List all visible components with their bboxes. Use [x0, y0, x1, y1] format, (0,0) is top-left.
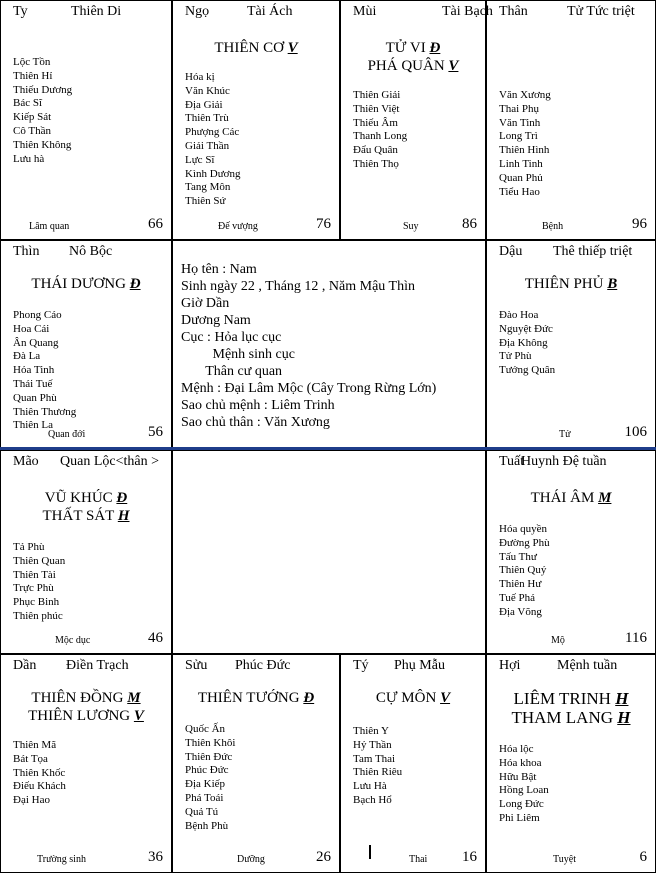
main-star-name: VŨ KHÚC — [44, 490, 117, 506]
main-star — [1, 707, 171, 725]
decade-number: 26 — [316, 849, 331, 865]
main-star — [1, 489, 171, 507]
minor-star: Bạch Hổ — [353, 793, 392, 806]
palace-than — [486, 0, 656, 240]
minor-star: Điếu Khách — [13, 780, 66, 793]
minor-star: Thiên Sứ — [185, 195, 226, 208]
minor-star: Thiên Thọ — [353, 157, 399, 170]
main-star — [487, 489, 655, 507]
minor-star: Quan Phù — [13, 391, 57, 404]
palace-name: Tài Ách — [247, 4, 293, 19]
palace-branch: Mão — [13, 454, 39, 469]
minor-star: Phượng Các — [185, 126, 240, 139]
palace-branch: Tý — [353, 658, 369, 673]
decade-number: 36 — [148, 849, 163, 865]
minor-star: Đường Phù — [499, 536, 550, 549]
decade-number: 106 — [624, 424, 647, 440]
minor-star: Thiên Hình — [499, 144, 550, 157]
main-star-grade: V — [133, 708, 144, 724]
palace-name: Mệnh tuần — [557, 658, 618, 673]
main-star — [173, 689, 339, 707]
minor-star: Thiên Thương — [13, 405, 77, 418]
minor-star: Linh Tinh — [499, 157, 543, 170]
main-star-name: THIÊN TƯỚNG — [197, 690, 304, 706]
minor-star: Nguyệt Đức — [499, 322, 553, 335]
decade-number: 66 — [148, 216, 163, 232]
minor-star: Giải Thần — [185, 139, 230, 152]
minor-star: Thiên Việt — [353, 102, 400, 115]
life-stage: Lâm quan — [29, 221, 70, 232]
minor-star: Hoa Cái — [13, 322, 50, 335]
minor-star: Văn Khúc — [185, 84, 230, 97]
main-star — [173, 39, 339, 57]
life-stage: Đế vượng — [218, 221, 258, 232]
minor-stars — [13, 309, 76, 433]
center-line-menh-sinh-cuc: Mệnh sinh cục — [181, 347, 295, 362]
minor-stars — [13, 739, 66, 808]
minor-star: Thiên phúc — [13, 609, 63, 622]
life-stage: Mộ — [551, 635, 565, 646]
main-star-name: THIÊN CƠ — [214, 40, 288, 56]
minor-star: Ân Quang — [13, 336, 59, 349]
decade-number: 116 — [625, 630, 647, 646]
main-stars — [173, 689, 339, 707]
minor-star: Đà La — [13, 350, 41, 363]
main-star — [487, 275, 655, 293]
minor-star: Đào Hoa — [499, 309, 539, 321]
main-stars — [487, 489, 655, 507]
minor-star: Thái Tuế — [13, 377, 53, 390]
main-star — [487, 689, 655, 708]
decade-number: 86 — [462, 216, 477, 232]
minor-star: Tuế Phá — [499, 591, 535, 604]
palace-tuat — [486, 450, 656, 654]
minor-star: Đẩu Quân — [353, 144, 398, 157]
main-star-name: THẤT SÁT — [42, 508, 118, 524]
main-star-grade: H — [617, 708, 631, 727]
main-star-name: THÁI DƯƠNG — [31, 276, 130, 292]
palace-name: Phụ Mẫu — [394, 658, 445, 673]
center-line-cuc: Cục : Hỏa lục cục — [181, 330, 282, 345]
palace-header — [13, 4, 167, 20]
life-stage: Tử — [559, 429, 571, 440]
minor-star: Hóa khoa — [499, 756, 542, 769]
palace-branch: Dần — [13, 658, 37, 673]
life-stage: Suy — [403, 221, 419, 232]
minor-star: Văn Xương — [499, 89, 551, 101]
minor-star: Thiếu Dương — [13, 83, 73, 96]
minor-star: Phi Liêm — [499, 811, 540, 824]
main-star-grade: Đ — [429, 40, 441, 56]
minor-stars — [499, 309, 555, 378]
main-star-name: THIÊN ĐỒNG — [31, 690, 128, 706]
minor-star: Thiên Hỉ — [13, 69, 53, 82]
minor-star: Tang Môn — [185, 181, 231, 194]
palace-dan — [0, 654, 172, 873]
minor-star: Tử Phù — [499, 350, 532, 363]
minor-star: Hỷ Thần — [353, 738, 392, 751]
center-empty-panel — [172, 450, 486, 654]
palace-branch: Hợi — [499, 658, 521, 673]
palace-name: Phúc Đức — [235, 658, 291, 673]
minor-star: Thiên Riêu — [353, 766, 403, 779]
main-star-name: THAM LANG — [511, 708, 618, 727]
minor-star: Kiếp Sát — [13, 111, 52, 124]
decade-number: 6 — [639, 849, 647, 865]
palace-name: Huynh Đệ tuần — [521, 454, 607, 469]
palace-branch: Thân — [499, 4, 528, 19]
cursor-mark — [369, 845, 371, 859]
palace-branch: Tuất — [499, 454, 525, 469]
center-line-than-cu: Thân cư quan — [181, 364, 283, 379]
main-stars — [487, 689, 655, 727]
palace-ty-top — [0, 0, 172, 240]
minor-stars — [499, 523, 550, 620]
minor-star: Lực Sĩ — [185, 153, 215, 166]
main-star-name: THIÊN PHỦ — [524, 276, 608, 292]
main-stars — [341, 39, 485, 75]
minor-star: Thiên Y — [353, 725, 389, 737]
minor-star: Địa Võng — [499, 605, 542, 618]
main-stars — [173, 39, 339, 57]
minor-star: Hồng Loan — [499, 784, 549, 797]
main-star-name: THIÊN LƯƠNG — [28, 708, 134, 724]
palace-thin — [0, 240, 172, 448]
center-info-lines — [181, 261, 436, 431]
minor-star: Tả Phù — [13, 541, 45, 553]
minor-star: Tấu Thư — [499, 550, 537, 563]
minor-star: Lưu Hà — [353, 780, 387, 793]
minor-star: Thiên Tài — [13, 568, 56, 581]
main-stars — [1, 275, 171, 293]
main-stars — [1, 689, 171, 725]
minor-star: Tam Thai — [353, 752, 396, 765]
palace-hoi — [486, 654, 656, 873]
palace-mui — [340, 0, 493, 240]
minor-star: Đại Hao — [13, 794, 50, 807]
minor-star: Thiên Hư — [499, 578, 542, 591]
minor-star: Địa Không — [499, 336, 548, 349]
main-star-name: PHÁ QUÂN — [367, 58, 449, 74]
minor-star: Quả Tú — [185, 805, 219, 818]
minor-star: Hỏa Tinh — [13, 364, 55, 377]
palace-branch: Sửu — [185, 658, 208, 673]
main-star — [341, 689, 485, 707]
minor-star: Hóa lộc — [499, 743, 534, 755]
palace-dau — [486, 240, 656, 448]
life-stage: Dưỡng — [237, 854, 265, 865]
palace-branch: Ngọ — [185, 4, 210, 19]
minor-stars — [185, 71, 240, 209]
decade-number: 46 — [148, 630, 163, 646]
palace-header — [499, 454, 651, 470]
palace-ngo — [172, 0, 340, 240]
main-star-grade: M — [127, 690, 141, 706]
minor-star: Thiên Đức — [185, 750, 233, 763]
minor-stars — [499, 743, 549, 826]
minor-star: Bệnh Phù — [185, 819, 229, 832]
minor-stars — [13, 541, 65, 624]
main-star-name: THÁI ÂM — [530, 490, 599, 506]
minor-star: Quốc Ấn — [185, 723, 226, 735]
palace-ty-bot — [340, 654, 486, 873]
palace-name: Tài Bạch — [442, 4, 493, 19]
palace-branch: Dậu — [499, 244, 523, 259]
main-star — [1, 507, 171, 525]
minor-star: Hữu Bật — [499, 770, 537, 783]
palace-header — [499, 244, 651, 260]
main-star — [1, 689, 171, 707]
minor-star: Tướng Quân — [499, 364, 556, 377]
main-star-grade: Đ — [116, 490, 128, 506]
palace-header — [13, 658, 167, 674]
minor-star: Bát Tọa — [13, 752, 48, 765]
main-star-grade: M — [598, 490, 612, 506]
decade-number: 16 — [462, 849, 477, 865]
minor-star: Quan Phủ — [499, 171, 543, 184]
minor-star: Thiên Giải — [353, 89, 401, 101]
palace-branch: Thìn — [13, 244, 40, 259]
minor-stars — [185, 723, 235, 833]
main-stars — [1, 489, 171, 525]
decade-number: 56 — [148, 424, 163, 440]
main-star-name: CỰ MÔN — [375, 690, 441, 706]
palace-name: Nô Bộc — [69, 244, 113, 259]
palace-header — [353, 4, 493, 20]
main-star-grade: H — [615, 689, 629, 708]
main-star-grade: Đ — [129, 276, 141, 292]
palace-branch: Ty — [13, 4, 28, 19]
palace-name: Quan Lộc<thân > — [60, 454, 159, 469]
minor-star: Hóa kị — [185, 71, 215, 83]
main-star-grade: V — [448, 58, 459, 74]
palace-name: Điền Trạch — [66, 658, 129, 673]
life-stage: Tuyệt — [553, 854, 576, 865]
palace-name: Tử Tức triệt — [567, 4, 635, 19]
minor-star: Kình Dương — [185, 167, 241, 180]
main-star-name: LIÊM TRINH — [513, 689, 616, 708]
minor-star: Thanh Long — [353, 130, 408, 143]
palace-branch: Mùi — [353, 4, 377, 19]
decade-number: 96 — [632, 216, 647, 232]
minor-star: Bác Sĩ — [13, 97, 43, 110]
center-info-panel — [172, 240, 486, 448]
palace-header — [499, 658, 651, 674]
main-star-name: TỬ VI — [385, 40, 430, 56]
minor-star: Phá Toái — [185, 791, 224, 804]
main-star-grade: V — [287, 40, 298, 56]
minor-star: Lưu hà — [13, 152, 45, 165]
minor-star: Thiên La — [13, 419, 54, 432]
main-star-grade: B — [607, 276, 618, 292]
minor-star: Thiên Mã — [13, 739, 57, 751]
life-stage: Trường sinh — [37, 854, 86, 865]
minor-star: Địa Kiếp — [185, 778, 226, 791]
life-stage: Quan đới — [48, 429, 86, 440]
palace-header — [13, 454, 167, 470]
minor-star: Long Đức — [499, 798, 544, 811]
center-line-name: Họ tên : Nam — [181, 262, 257, 277]
main-stars — [341, 689, 485, 707]
life-stage: Mộc dục — [55, 635, 91, 646]
minor-star: Phúc Đức — [185, 764, 229, 777]
palace-name: Thiên Di — [71, 4, 122, 19]
main-star — [1, 275, 171, 293]
center-line-hour: Giờ Dần — [181, 296, 230, 311]
minor-stars — [13, 56, 72, 166]
palace-name: Thê thiếp triệt — [553, 244, 633, 259]
minor-stars — [353, 89, 407, 172]
minor-star: Thiên Không — [13, 138, 72, 151]
minor-star: Lộc Tồn — [13, 56, 51, 68]
minor-stars — [353, 725, 402, 808]
main-star — [341, 57, 485, 75]
center-line-chu-than: Sao chủ thân : Văn Xương — [181, 415, 330, 430]
minor-star: Long Trì — [499, 130, 538, 143]
minor-star: Thiếu Âm — [353, 116, 398, 129]
minor-star: Hóa quyền — [499, 523, 547, 535]
decade-number: 76 — [316, 216, 331, 232]
minor-star: Thiên Khốc — [13, 766, 66, 779]
minor-star: Thiên Khôi — [185, 736, 236, 749]
minor-stars — [499, 89, 551, 199]
palace-header — [185, 658, 335, 674]
minor-star: Cô Thần — [13, 124, 51, 137]
palace-header — [499, 4, 651, 20]
minor-star: Địa Giải — [185, 98, 223, 111]
minor-star: Văn Tinh — [499, 116, 541, 129]
palace-mao — [0, 450, 172, 654]
main-star-grade: V — [440, 690, 451, 706]
minor-star: Phong Cáo — [13, 309, 62, 321]
main-star-grade: Đ — [303, 690, 315, 706]
life-stage: Bệnh — [542, 221, 564, 232]
main-star-grade: H — [117, 508, 130, 524]
life-stage: Thai — [409, 854, 428, 865]
palace-header — [185, 4, 335, 20]
main-star — [487, 708, 655, 727]
main-stars — [487, 275, 655, 293]
center-line-gender: Dương Nam — [181, 313, 251, 328]
minor-star: Phục Binh — [13, 596, 60, 609]
minor-star: Tiểu Hao — [499, 185, 540, 198]
main-star — [341, 39, 485, 57]
palace-header — [13, 244, 167, 260]
blue-divider-line — [0, 447, 656, 450]
minor-star: Trực Phù — [13, 582, 54, 595]
minor-star: Thiên Trù — [185, 112, 229, 125]
minor-star: Thiên Quan — [13, 554, 66, 567]
center-line-menh: Mệnh : Đại Lâm Mộc (Cây Trong Rừng Lớn) — [181, 381, 437, 396]
minor-star: Thiên Quý — [499, 564, 547, 577]
center-line-birthdate: Sinh ngày 22 , Tháng 12 , Năm Mậu Thìn — [181, 279, 415, 294]
palace-suu — [172, 654, 340, 873]
minor-star: Thai Phụ — [499, 102, 540, 115]
palace-header — [353, 658, 481, 674]
center-line-chu-menh: Sao chủ mệnh : Liêm Trinh — [181, 398, 335, 413]
